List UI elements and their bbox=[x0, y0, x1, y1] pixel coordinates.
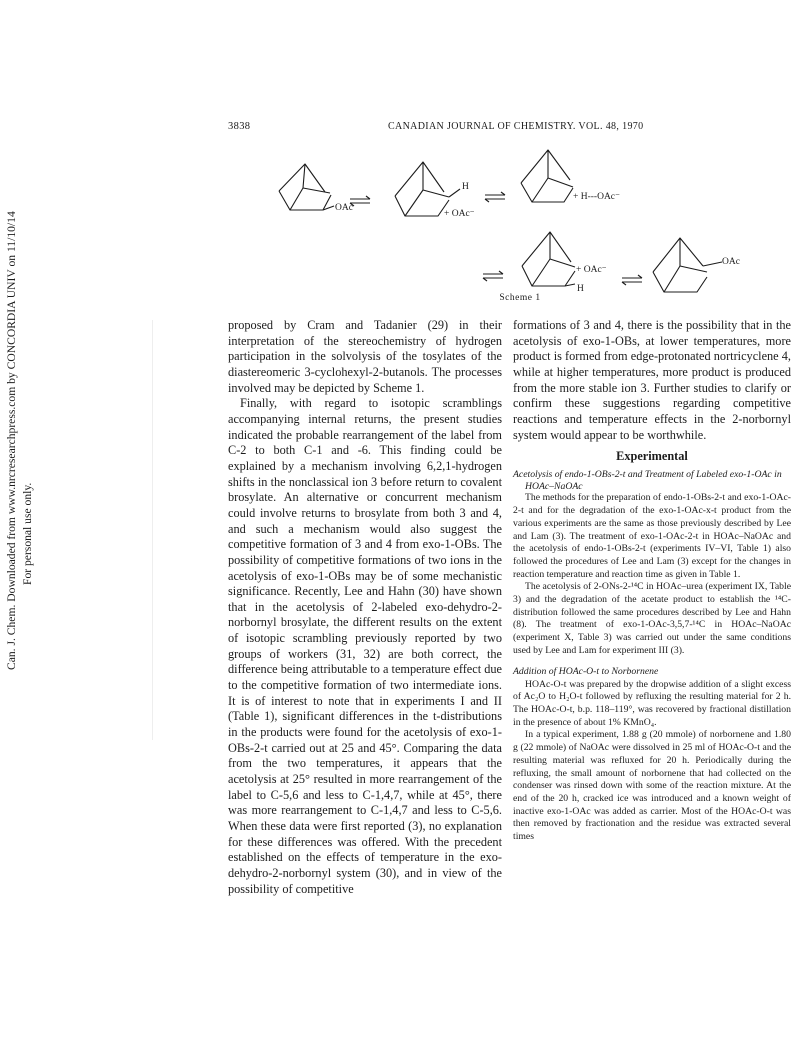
download-notice bbox=[2, 205, 48, 675]
label-h-oac-bridge: + H---OAc⁻ bbox=[573, 192, 621, 202]
scan-artifact bbox=[152, 320, 153, 740]
label-h-2: H bbox=[577, 284, 584, 294]
label-h-1: H bbox=[462, 182, 469, 192]
section-heading: Experimental bbox=[616, 449, 688, 464]
equilibrium-arrow-1 bbox=[350, 196, 370, 206]
right-column bbox=[513, 318, 791, 844]
equilibrium-arrow-3 bbox=[483, 271, 503, 281]
norbornyl-structure-4 bbox=[522, 232, 575, 286]
norbornyl-structure-1 bbox=[279, 164, 334, 210]
paragraph: proposed by Cram and Tadanier (29) in their interpretation of the stereochemistry of hydrogen participation in the solvolysis of the tosylates of the diastereomeric 3-cyclohexyl-2-butanols. The processes involved may be depicted by Scheme 1. bbox=[228, 318, 502, 395]
paragraph: The acetolysis of 2-ONs-2-¹⁴C in HOAc–urea (experiment IX, Table 3) and the degradation of the acetate product to establish the ¹⁴C-distribution followed the same procedures described by Lee and Hahn (8). The treatment of exo-1-OAc-3,5,7-¹⁴C in HOAc–NaOAc (experiment X, Table 3) was carried out under the same conditions used by Lee and Lam for experiment III (3). bbox=[513, 581, 791, 656]
reaction-scheme bbox=[0, 0, 812, 320]
left-column bbox=[228, 318, 502, 897]
running-header bbox=[228, 121, 791, 135]
label-oac-2: OAc bbox=[722, 257, 740, 267]
label-plus-oac-2: + OAc⁻ bbox=[576, 265, 607, 275]
label-plus-oac-1: + OAc⁻ bbox=[444, 209, 475, 219]
label-oac-1: OAc bbox=[335, 203, 353, 213]
subsection-heading: Addition of HOAc-O-t to Norbornene bbox=[513, 665, 659, 677]
paragraph: Finally, with regard to isotopic scramblings accompanying internal returns, the present studies indicated the probable rearrangement of the label from C-2 to both C-1 and -6. This finding could be explained by a mechanism involving 6,2,1-hydrogen shifts in the nonclassical ion 3 before return to covalent brosylate. An alternative or concurrent mechanism could involve returns to brosylate from both 3 and 4, and such a mechanism would also suggest the competitive formation of 3 and 4 from exo-1-OBs. The possibility of competitive formations of two ions in the acetolysis of exo-1-OBs may be of some mechanistic significance. Recently, Lee and Hahn (30) have shown that in the acetolysis of 2-labeled exo-dehydro-2-norbornyl brosylate, the different results on the extent of isotopic scrambling previously reported by two groups of workers (31, 32) are both correct, the difference being attributable to a temperature effect due to the competitive formation of two intermediate ions. It is of interest to note that in experiments I and II (Table 1), significant differences in the t-distributions in the products were found for the acetolysis of exo-1-OBs-2-t carried out at 25 and 45°. Comparing the data from the two temperatures, it appears that the acetolysis at 25° resulted in more rearrangement of the label to C-5,6 and less to C-1,4,7, while at 45°, there was more rearrangement to C-1,4,7 and less to C-5,6. When these data were first reported (3), no explanation for these differences was offered. With the precedent established on the effects of temperature in the exo-dehydro-2-norbornyl system (30), and in view of the possibility of competitive bbox=[228, 396, 502, 896]
download-notice-line: Can. J. Chem. Downloaded from www.nrcresearchpress.com by CONCORDIA UNIV on 11/10/14 bbox=[5, 211, 18, 670]
page-number: 3838 bbox=[228, 121, 251, 132]
equilibrium-arrow-4 bbox=[622, 275, 642, 285]
paragraph: formations of 3 and 4, there is the possibility that in the acetolysis of exo-1-OBs, at lower temperatures, more product is formed from edge-protonated nortricyclene 4, while at higher temperatures, more product is produced from the more stable ion 3. Further studies to clarify or confirm these suggestions regarding competitive reactions and temperature effects in the 2-norbornyl system would appear to be worthwhile. bbox=[513, 318, 791, 442]
paragraph: HOAc-O-t was prepared by the dropwise addition of a slight excess of Ac₂O to H₂O-t followed by refluxing the resulting material for 2 h. The HOAc-O-t, b.p. 118–119°, was recovered by fractional distillation in the presence of about 1% KMnO₄. bbox=[513, 678, 791, 728]
scheme-caption: Scheme 1 bbox=[499, 293, 541, 303]
equilibrium-arrow-2 bbox=[485, 192, 505, 202]
subsection-heading: Acetolysis of endo-1-OBs-2-t and Treatment of Labeled exo-1-OAc in HOAc–NaOAc bbox=[513, 469, 782, 492]
norbornyl-structure-5 bbox=[653, 238, 722, 292]
paragraph: The methods for the preparation of endo-1-OBs-2-t and exo-1-OAc-2-t and for the degradation of the exo-1-OAc-x-t product from the various experiments are the same as those previously described by Lee and Lam (3). The treatment of exo-1-OAc-2-t in HOAc–NaOAc and the acetolysis of endo-1-OBs-2-t (experiments IV–VI, Table 1) also followed the procedures of Lee and Lam (3) except for the changes in reaction temperature and reaction time as given in Table 1. bbox=[513, 492, 791, 580]
norbornyl-structure-2 bbox=[395, 162, 460, 216]
paragraph: In a typical experiment, 1.88 g (20 mmole) of norbornene and 1.80 g (22 mmole) of NaOAc were dissolved in 25 ml of HOAc-O-t and the resulting material was refluxed for 20 h. Periodically during the refluxing, the small amount of norbornene that had collected on the condenser was rinsed down with some of the reaction mixture. At the end of the 20 h, cracked ice was introduced and a known weight of inactive exo-1-OAc was added as carrier. Most of the HOAc-O-t was then removed by fractionation and the residue was extracted several times bbox=[513, 729, 791, 843]
personal-use-line: For personal use only. bbox=[21, 482, 34, 585]
norbornyl-structure-3 bbox=[521, 150, 573, 202]
journal-title: CANADIAN JOURNAL OF CHEMISTRY. VOL. 48, 1970 bbox=[388, 121, 644, 132]
